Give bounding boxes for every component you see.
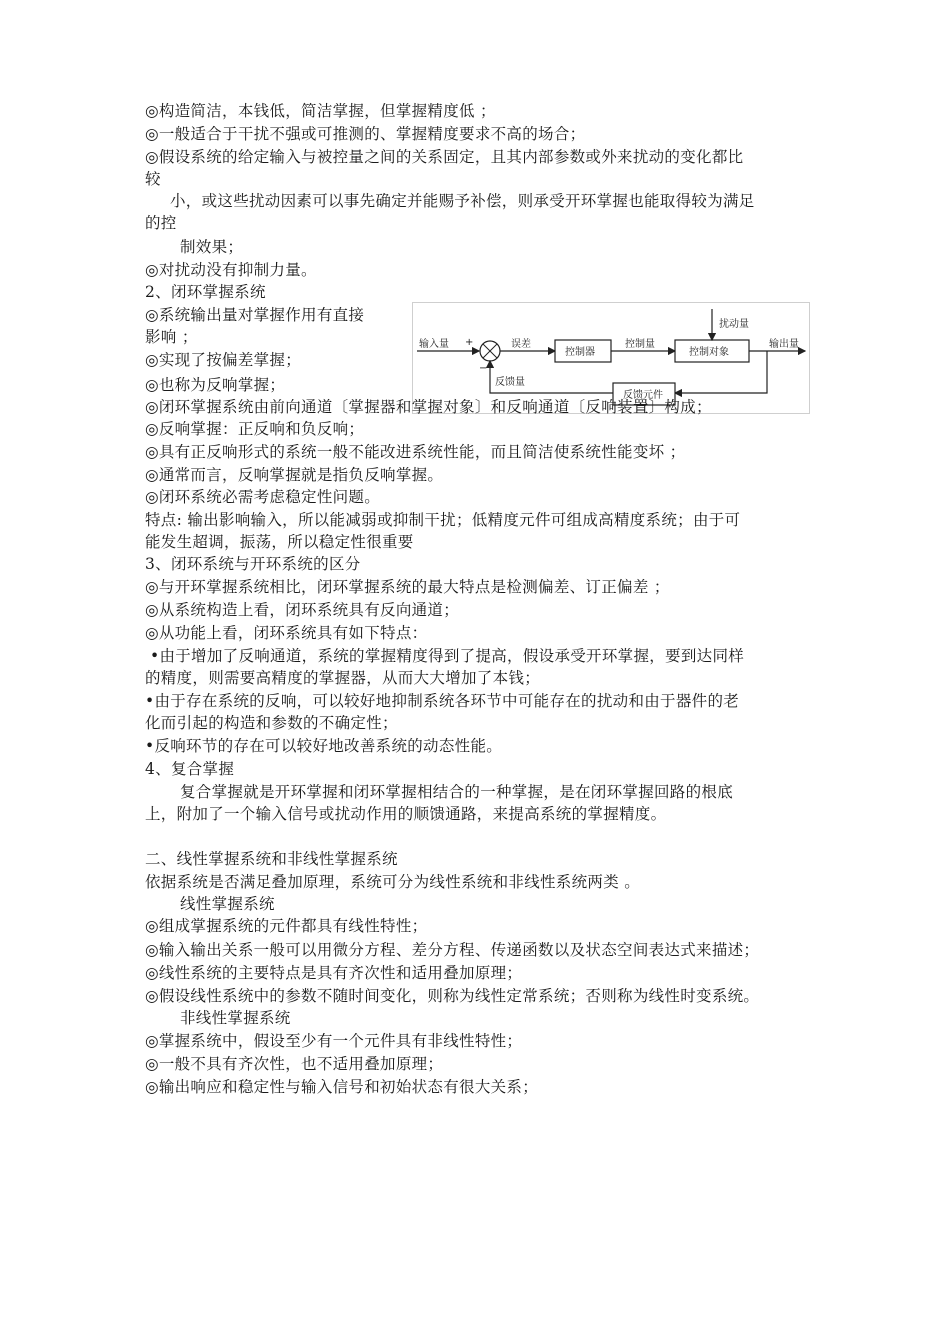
- section-heading: 3、闭环系统与开环系统的区分: [145, 555, 361, 573]
- bullet-line: •由于增加了反响通道，系统的掌握精度得到了提高，假设承受开环掌握，要到达同样: [150, 647, 745, 665]
- summing-junction-icon: [480, 341, 500, 361]
- diagram-plus-sign: +: [465, 337, 474, 348]
- text-line: ◎输入输出关系一般可以用微分方程、差分方程、传递函数以及状态空间表达式来描述；: [145, 941, 760, 959]
- text-line: ◎系统输出量对掌握作用有直接: [145, 306, 365, 324]
- text-line: 上，附加了一个输入信号或扰动作用的顺馈通路，来提高系统的掌握精度。: [145, 805, 667, 823]
- text-line: 特点: 输出影响输入，所以能减弱或抑制干扰；低精度元件可组成高精度系统；由于可: [145, 511, 741, 529]
- text-line: ◎组成掌握系统的元件都具有线性特性；: [145, 917, 428, 935]
- text-line: 制效果；: [180, 238, 244, 256]
- bullet-line: •反响环节的存在可以较好地改善系统的动态性能。: [145, 737, 503, 755]
- text-line: ◎通常而言，反响掌握就是指负反响掌握。: [145, 466, 444, 484]
- text-line: 小，或这些扰动因素可以事先确定并能赐予补偿，则承受开环掌握也能取得较为满足: [170, 192, 755, 210]
- text-line: ◎反响掌握：正反响和负反响；: [145, 420, 365, 438]
- section-heading: 二、线性掌握系统和非线性掌握系统: [145, 850, 398, 868]
- text-line: ◎构造简洁，本钱低，简洁掌握，但掌握精度低 ；: [145, 102, 496, 120]
- text-line: 较: [145, 170, 161, 188]
- text-line: 能发生超调，振荡，所以稳定性很重要: [145, 533, 414, 551]
- text-line: ◎也称为反响掌握；: [145, 376, 286, 394]
- text-line: ◎一般不具有齐次性，也不适用叠加原理；: [145, 1055, 444, 1073]
- diagram-controller-block: 控制器: [565, 347, 595, 358]
- diagram-feedback-qty-label: 反馈量: [495, 377, 525, 388]
- text-line: ◎假设系统的给定输入与被控量之间的关系固定，且其内部参数或外来扰动的变化都比: [145, 148, 744, 166]
- section-heading: 2、闭环掌握系统: [145, 283, 266, 301]
- diagram-plant-block: 控制对象: [689, 347, 729, 358]
- diagram-feedback-element-block: 反馈元件: [623, 390, 663, 401]
- text-line: ◎输出响应和稳定性与输入信号和初始状态有很大关系；: [145, 1078, 539, 1096]
- text-line: ◎从功能上看，闭环系统具有如下特点：: [145, 624, 428, 642]
- text-line: 影响 ；: [145, 328, 198, 346]
- subsection-heading: 线性掌握系统: [180, 895, 275, 913]
- text-line: 的控: [145, 214, 177, 232]
- section-heading: 4、复合掌握: [145, 760, 235, 778]
- text-line: ◎从系统构造上看，闭环系统具有反向通道；: [145, 601, 460, 619]
- diagram-input-label: 输入量: [419, 339, 449, 350]
- text-line: ◎假设线性系统中的参数不随时间变化，则称为线性定常系统；否则称为线性时变系统。: [145, 987, 760, 1005]
- subsection-heading: 非线性掌握系统: [180, 1009, 291, 1027]
- text-line: 复合掌握就是开环掌握和闭环掌握相结合的一种掌握，是在闭环掌握回路的根底: [180, 783, 734, 801]
- diagram-control-qty-label: 控制量: [625, 339, 655, 350]
- diagram-minus-sign: −: [479, 363, 488, 374]
- text-line: ◎线性系统的主要特点是具有齐次性和适用叠加原理；: [145, 964, 523, 982]
- diagram-output-label: 输出量: [769, 339, 799, 350]
- diagram-disturbance-label: 扰动量: [719, 319, 749, 330]
- text-line: ◎具有正反响形式的系统一般不能改进系统性能，而且简洁使系统性能变坏 ；: [145, 443, 686, 461]
- text-line: ◎一般适合于干扰不强或可推测的、掌握精度要求不高的场合；: [145, 125, 586, 143]
- bullet-line: •由于存在系统的反响，可以较好地抑制系统各环节中可能存在的扰动和由于器件的老: [145, 692, 740, 710]
- diagram-error-label: 误差: [511, 339, 531, 350]
- text-line: ◎实现了按偏差掌握；: [145, 351, 302, 369]
- text-line: ◎闭环系统必需考虑稳定性问题。: [145, 488, 381, 506]
- text-line: 依据系统是否满足叠加原理，系统可分为线性系统和非线性系统两类 。: [145, 873, 641, 891]
- text-line: 的精度，则需要高精度的掌握器，从而大大增加了本钱；: [145, 669, 541, 687]
- text-line: ◎掌握系统中，假设至少有一个元件具有非线性特性；: [145, 1032, 523, 1050]
- text-line: ◎与开环掌握系统相比，闭环掌握系统的最大特点是检测偏差、订正偏差 ；: [145, 578, 670, 596]
- text-line: 化而引起的构造和参数的不确定性；: [145, 714, 398, 732]
- text-line: ◎对扰动没有抑制力量。: [145, 261, 317, 279]
- text-line: ◎闭环掌握系统由前向通道〔掌握器和掌握对象〕和反响通道〔反响装置〕构成；: [145, 398, 712, 416]
